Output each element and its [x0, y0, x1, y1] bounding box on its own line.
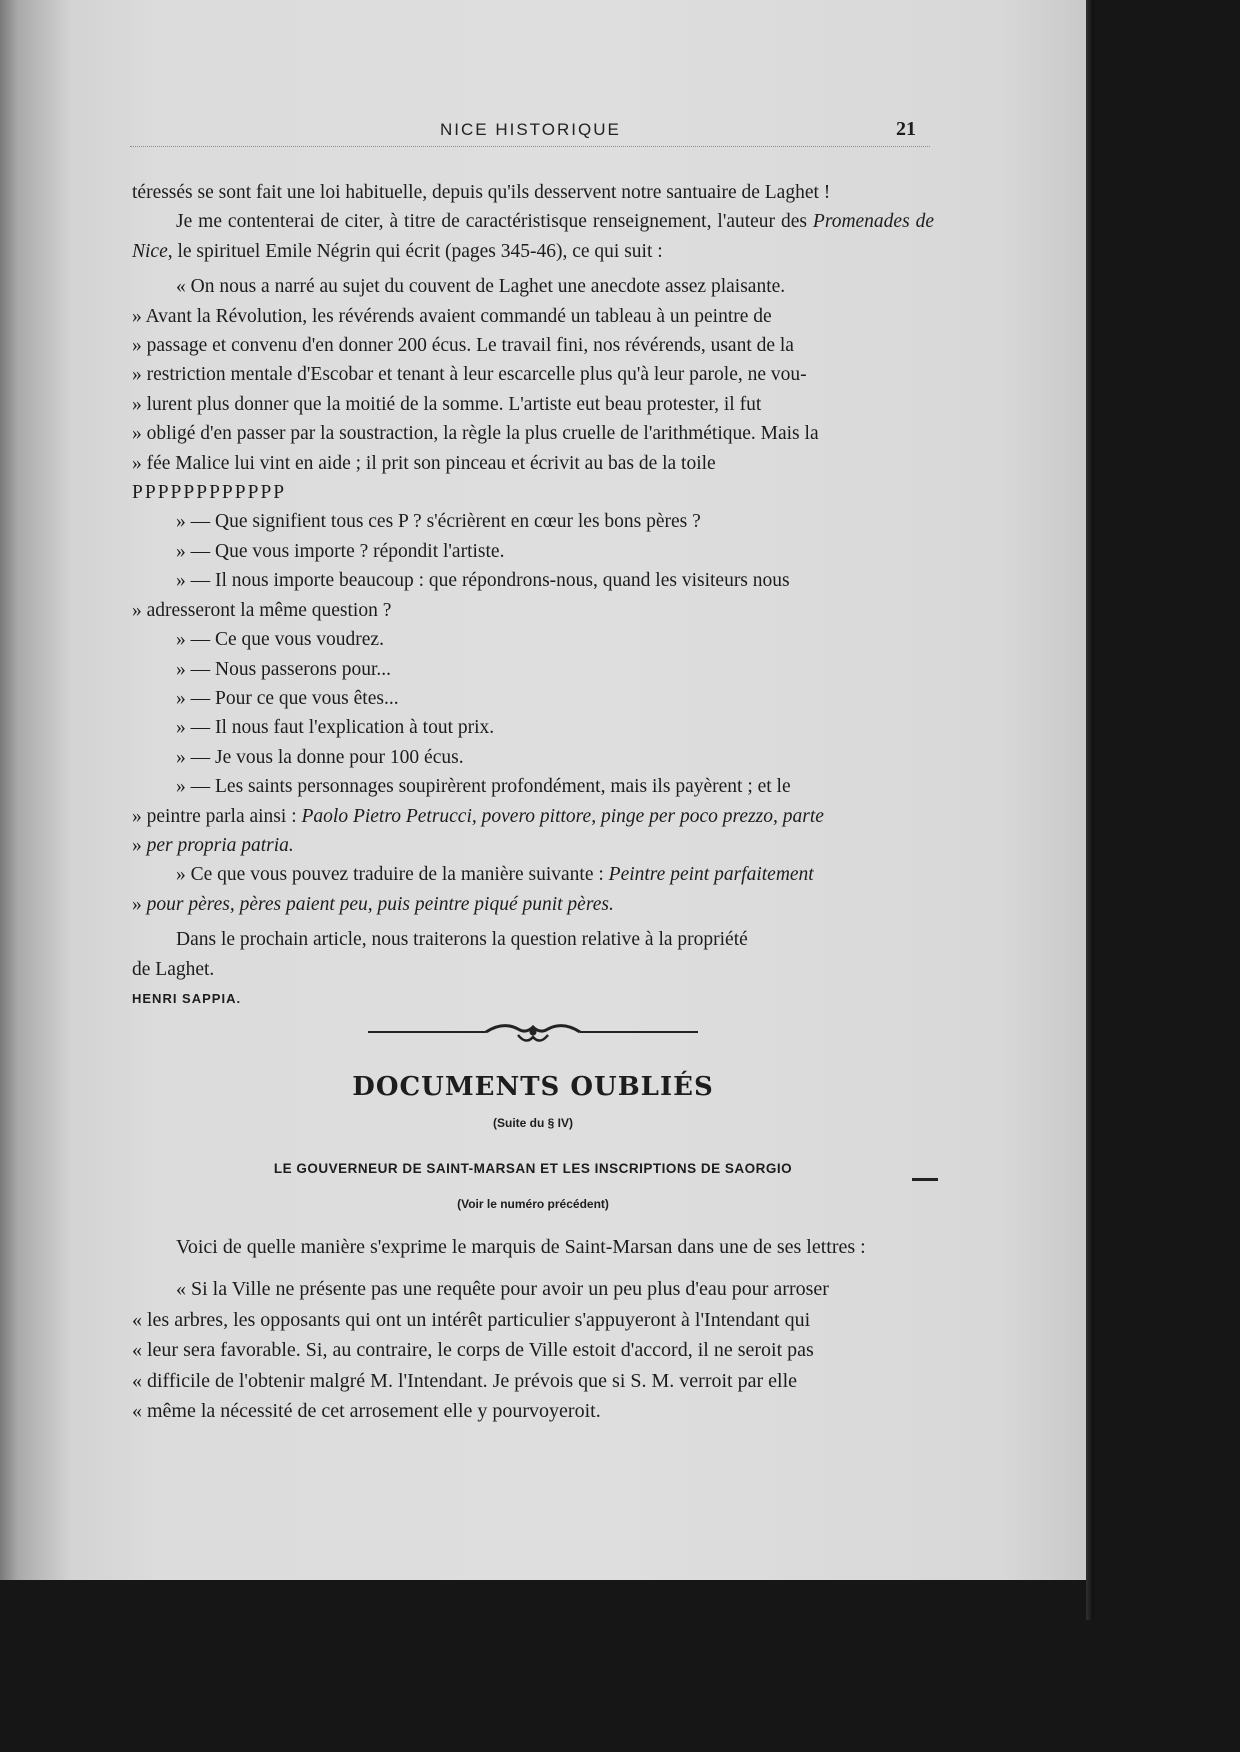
- section-reference: (Voir le numéro précédent): [457, 1196, 609, 1211]
- translation-text: »: [132, 893, 142, 915]
- italian-inscription-end: per propria patria.: [146, 834, 294, 856]
- citation-text: Je me contenterai de citer, à titre de caractéristisque renseignement, l'auteur des: [176, 211, 807, 233]
- quote-line: » lurent plus donner que la moitié de la somme. L'artiste eut beau protester, il fut: [132, 393, 762, 415]
- citation-text-end: , le spirituel Emile Négrin qui écrit (pages 345-46), ce qui suit :: [167, 240, 663, 262]
- quote-line: » obligé d'en passer par la soustraction, la règle la plus cruelle de l'arithmétique. Mais la: [132, 423, 819, 445]
- page-edge-shadow: [1086, 0, 1094, 1620]
- book-title: Promenades de Nice: [132, 211, 935, 262]
- translation-line: [132, 890, 934, 919]
- running-head: [130, 120, 930, 147]
- saints-text: » peintre parla ainsi :: [132, 805, 297, 827]
- saints-line: » — Les saints personnages soupirèrent profondément, mais ils payèrent ; et le: [176, 776, 791, 798]
- section-intro: Voici de quelle manière s'exprime le marquis de Saint-Marsan dans une de ses lettres :: [176, 1236, 866, 1258]
- translation-line: [132, 860, 934, 889]
- quote-line: » fée Malice lui vint en aide ; il prit son pinceau et écrivit au bas de la toile: [132, 452, 716, 474]
- letter-line: « Si la Ville ne présente pas une requête pour avoir un peu plus d'eau pour arroser: [176, 1278, 829, 1300]
- ppp-inscription: PPPPPPPPPPPP: [132, 482, 287, 504]
- closing-line: Dans le prochain article, nous traiterons la question relative à la propriété: [176, 929, 748, 951]
- dialogue-line: » — Pour ce que vous êtes...: [176, 687, 399, 709]
- saints-line: [132, 831, 934, 860]
- dialogue-line: » — Ce que vous voudrez.: [176, 629, 384, 651]
- letter-line: « les arbres, les opposants qui ont un intérêt particulier s'appuyeront à l'Intendant qui: [132, 1308, 811, 1331]
- french-translation: Peintre peint parfaitement: [608, 864, 814, 886]
- saints-text: »: [132, 834, 142, 856]
- quote-line: « On nous a narré au sujet du couvent de Laghet une anecdote assez plaisante.: [176, 276, 786, 298]
- letter-line: « leur sera favorable. Si, au contraire, le corps de Ville estoit d'accord, il ne seroit pas: [132, 1339, 814, 1361]
- paragraph-opening: téressés se sont fait une loi habituelle, depuis qu'ils desservent notre santuaire de Laghet !: [132, 182, 831, 203]
- translation-text: » Ce que vous pouvez traduire de la manière suivante :: [176, 864, 604, 886]
- dialogue-line: » — Je vous la donne pour 100 écus.: [176, 746, 464, 768]
- article-body: [132, 178, 934, 1427]
- running-title: NICE HISTORIQUE: [440, 120, 621, 139]
- dialogue-line: » — Que vous importe ? répondit l'artiste.: [176, 540, 505, 562]
- letter-line: « difficile de l'obtenir malgré M. l'Intendant. Je prévois que si S. M. verroit par elle: [132, 1369, 797, 1392]
- quote-line: » restriction mentale d'Escobar et tenant à leur escarcelle plus qu'à leur parole, ne vou-: [132, 364, 807, 386]
- quote-line: » passage et convenu d'en donner 200 écus. Le travail fini, nos révérends, usant de la: [132, 335, 794, 357]
- dialogue-line: » — Il nous faut l'explication à tout prix.: [176, 717, 495, 739]
- dialogue-line: » — Nous passerons pour...: [176, 658, 392, 680]
- french-translation-end: pour pères, pères paient peu, puis peintre piqué punit pères.: [146, 893, 614, 915]
- letter-line: « même la nécessité de cet arrosement elle y pourvoyeroit.: [132, 1400, 601, 1422]
- saints-line: [132, 802, 934, 831]
- italian-inscription: Paolo Pietro Petrucci, povero pittore, pinge per poco prezzo, parte: [301, 805, 824, 827]
- quote-line: » Avant la Révolution, les révérends avaient commandé un tableau à un peintre de: [132, 305, 772, 327]
- flourish-ornament-icon: [368, 1017, 698, 1047]
- section-title: DOCUMENTS OUBLIÉS: [352, 1072, 714, 1103]
- dialogue-line: » — Il nous importe beaucoup : que répondrons-nous, quand les visiteurs nous: [176, 570, 790, 592]
- margin-dash-mark: [912, 1178, 938, 1181]
- section-suite: (Suite du § IV): [492, 1115, 573, 1130]
- paragraph-citation: [132, 207, 934, 266]
- section-subheading: LE GOUVERNEUR DE SAINT-MARSAN ET LES INSCRIPTIONS DE SAORGIO: [273, 1161, 793, 1177]
- closing-line: de Laghet.: [132, 958, 215, 980]
- dialogue-line: » adresseront la même question ?: [132, 599, 392, 621]
- page-number: 21: [896, 118, 916, 140]
- author-signature: HENRI SAPPIA.: [132, 990, 242, 1006]
- dialogue-line: » — Que signifient tous ces P ? s'écrièrent en cœur les bons pères ?: [176, 511, 701, 533]
